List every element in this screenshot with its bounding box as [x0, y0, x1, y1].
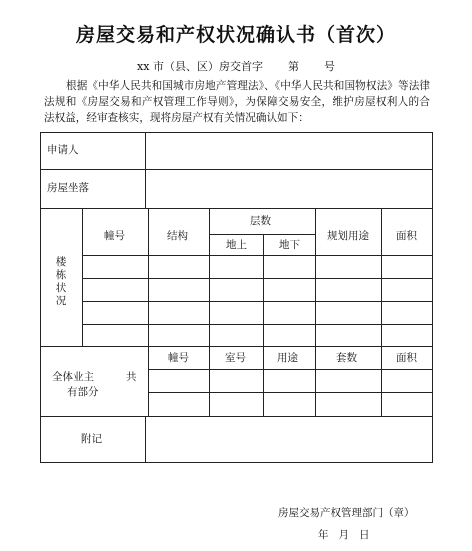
building-header-below-ground: 地下: [279, 239, 300, 251]
common-header-area: 面积: [396, 352, 417, 364]
document-number-prefix: xx 市（县、区）房交首字: [137, 60, 263, 73]
applicant-value[interactable]: [146, 133, 431, 169]
building-header-structure: 结构: [167, 230, 188, 242]
date-line: 年月日: [318, 529, 380, 541]
building-header-planned-use: 规划用途: [327, 230, 369, 242]
building-header-floors: 层数: [250, 215, 271, 227]
building-header-above-ground: 地上: [226, 239, 247, 251]
common-parts-label-line2: 有部分: [67, 386, 99, 398]
document-number-di: 第: [287, 60, 299, 73]
remarks-value[interactable]: [146, 417, 431, 461]
document-number-hao: 号: [323, 60, 335, 73]
common-header-room-no: 室号: [225, 352, 246, 364]
building-header-zhuang-no: 幢号: [104, 230, 125, 242]
document-title: 房屋交易和产权状况确认书（首次）: [75, 24, 396, 46]
common-header-sets: 套数: [336, 352, 357, 364]
department-seal-line: 房屋交易产权管理部门（章）: [278, 507, 415, 519]
common-header-use: 用途: [277, 352, 298, 364]
building-header-area: 面积: [396, 230, 417, 242]
location-label: 房屋坐落: [47, 182, 89, 194]
common-header-zhuang-no: 幢号: [168, 352, 189, 364]
building-status-label: 楼栋状况: [55, 256, 67, 307]
remarks-label: 附记: [81, 433, 102, 445]
applicant-label: 申请人: [47, 144, 79, 156]
location-value[interactable]: [146, 170, 431, 208]
intro-paragraph: 根据《中华人民共和国城市房地产管理法》、《中华人民共和国物权法》等法律法规和《房屋交易和产权管理工作导则》，为保障交易安全，维护房屋权利人的合法权益，经审查核实，现将房屋产权有关情况确认如下：: [44, 80, 430, 124]
common-parts-label-line1: 全体业主: [52, 371, 94, 383]
common-parts-label-gong: 共: [126, 371, 137, 383]
